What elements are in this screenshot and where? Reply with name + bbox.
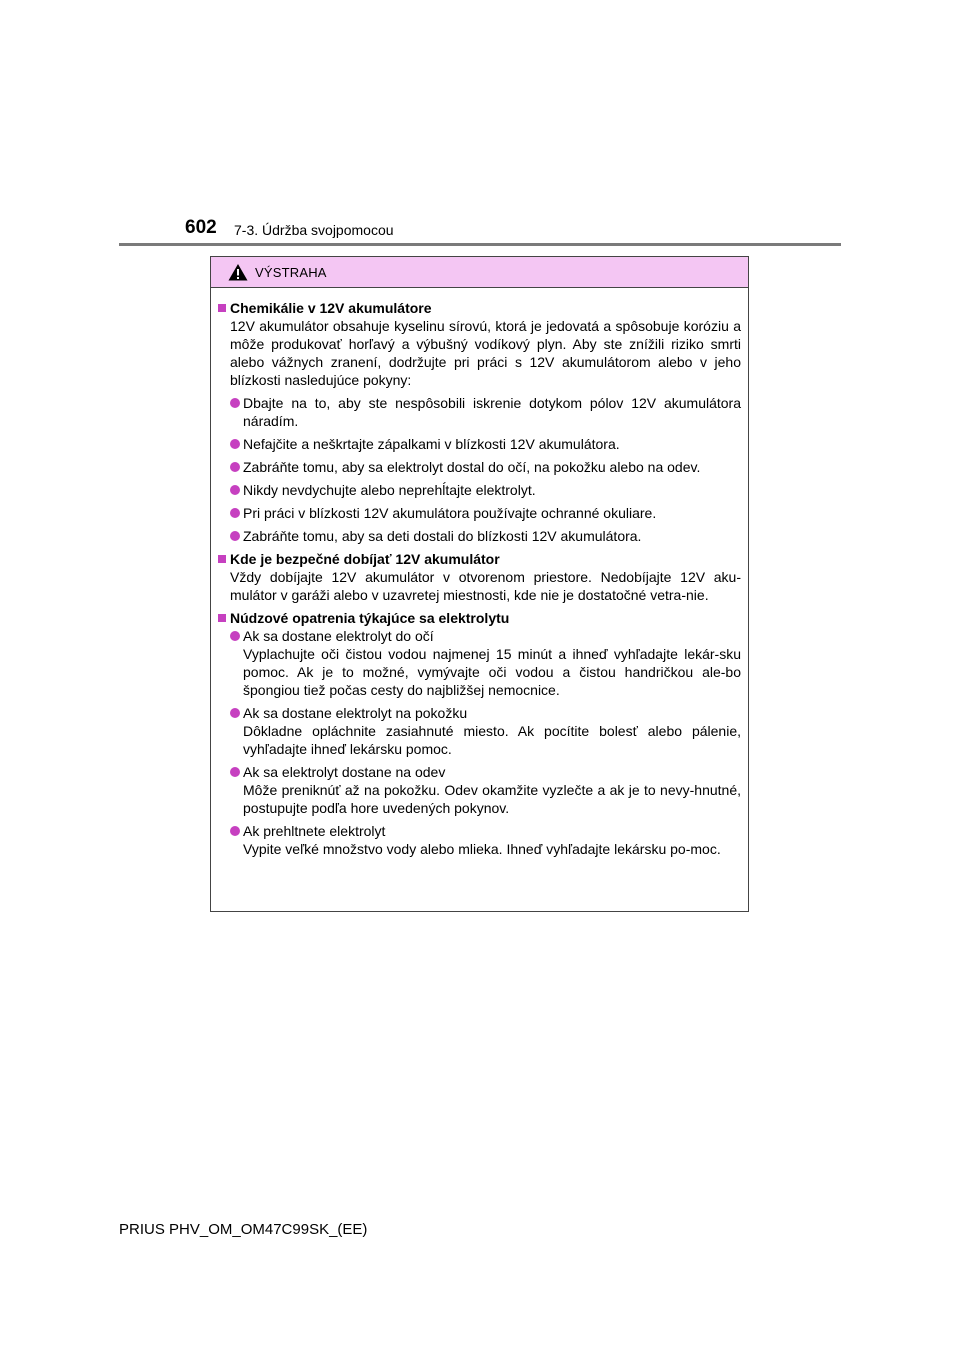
warning-body [211, 288, 748, 858]
square-bullet-icon [218, 614, 226, 622]
list-item-text: Môže preniknúť až na pokožku. Odev okamžite vyzlečte a ak je to nevy-hnutné, postupujte podľa hore uvedených pokynov. [243, 782, 741, 816]
circle-bullet-icon [230, 531, 240, 541]
circle-bullet-icon [230, 631, 240, 641]
warning-triangle-icon [228, 263, 248, 281]
circle-bullet-icon [230, 767, 240, 777]
section-heading [218, 299, 741, 317]
warning-title: VÝSTRAHA [255, 264, 327, 280]
circle-bullet-icon [230, 462, 240, 472]
list-item [218, 822, 741, 858]
document-code: PRIUS PHV_OM_OM47C99SK_(EE) [119, 1221, 368, 1238]
section-heading-text: Núdzové opatrenia týkajúce sa elektrolytu [230, 610, 510, 626]
section-heading [218, 550, 741, 568]
list-item-title: Zabráňte tomu, aby sa deti dostali do blízkosti 12V akumulátora. [243, 528, 642, 544]
list-item [218, 763, 741, 817]
header-rule [119, 243, 841, 246]
square-bullet-icon [218, 555, 226, 563]
page-number: 602 [185, 217, 217, 238]
section-paragraph: Vždy dobíjajte 12V akumulátor v otvorenom priestore. Nedobíjajte 12V aku-mulátor v garáži alebo v uzavretej miestnosti, kde nie je dostatočné vetra-nie. [230, 569, 741, 603]
list-item-title: Zabráňte tomu, aby sa elektrolyt dostal do očí, na pokožku alebo na odev. [243, 459, 701, 475]
list-item [218, 394, 741, 430]
list-item [218, 704, 741, 758]
square-bullet-icon [218, 304, 226, 312]
list-item [218, 627, 741, 699]
list-item-title: Nefajčite a neškrtajte zápalkami v blízkosti 12V akumulátora. [243, 436, 620, 452]
section-title: 7-3. Údržba svojpomocou [234, 222, 394, 238]
list-item-title: Nikdy nevdychujte alebo neprehĺtajte elektrolyt. [243, 482, 536, 498]
section-heading-text: Kde je bezpečné dobíjať 12V akumulátor [230, 551, 500, 567]
list-item-text: Vypite veľké množstvo vody alebo mlieka. Ihneď vyhľadajte lekársku po-moc. [243, 841, 721, 857]
list-item-title: Ak sa dostane elektrolyt na pokožku [243, 705, 468, 721]
warning-box [210, 256, 749, 912]
section-heading-text: Chemikálie v 12V akumulátore [230, 300, 432, 316]
list-item-text: Dôkladne opláchnite zasiahnuté miesto. Ak pocítite bolesť alebo pálenie, vyhľadajte ihneď lekársku pomoc. [243, 723, 741, 757]
list-item-title: Pri práci v blízkosti 12V akumulátora používajte ochranné okuliare. [243, 505, 657, 521]
list-item [218, 481, 741, 499]
list-item-title: Dbajte na to, aby ste nespôsobili iskrenie dotykom pólov 12V akumulátora náradím. [243, 395, 741, 429]
circle-bullet-icon [230, 708, 240, 718]
circle-bullet-icon [230, 485, 240, 495]
list-item [218, 504, 741, 522]
circle-bullet-icon [230, 508, 240, 518]
list-item [218, 458, 741, 476]
list-item-title: Ak sa elektrolyt dostane na odev [243, 764, 446, 780]
list-item-title: Ak prehltnete elektrolyt [243, 823, 386, 839]
section-paragraph: 12V akumulátor obsahuje kyselinu sírovú, ktorá je jedovatá a spôsobuje koróziu a môže produkovať horľavý a výbušný vodíkový plyn. Aby ste znížili riziko smrti alebo vážnych zranení, dodržujte pri práci s 12V akumulátorom alebo v jeho blízkosti nasledujúce pokyny: [230, 318, 741, 388]
list-item-text: Vyplachujte oči čistou vodou najmenej 15 minút a ihneď vyhľadajte lekár-sku pomoc. Ak je to možné, vymývajte oči vodou a čistou handričkou ale-bo špongiou tiež počas cesty do najbližšej nemocnice. [243, 646, 741, 698]
list-item-title: Ak sa dostane elektrolyt do očí [243, 628, 434, 644]
section-heading [218, 609, 741, 627]
warning-header [211, 257, 748, 288]
circle-bullet-icon [230, 826, 240, 836]
list-item [218, 435, 741, 453]
list-item [218, 527, 741, 545]
circle-bullet-icon [230, 439, 240, 449]
circle-bullet-icon [230, 398, 240, 408]
